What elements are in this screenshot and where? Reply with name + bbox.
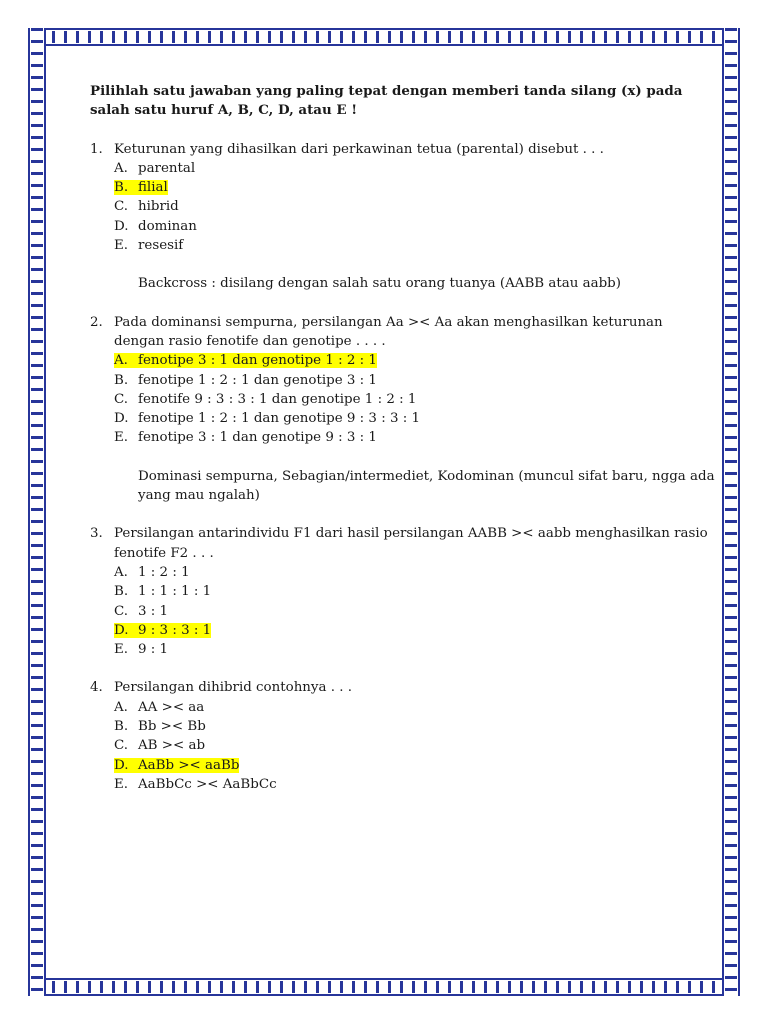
option-text: resesif xyxy=(138,238,184,254)
option-content xyxy=(114,642,169,658)
option-d xyxy=(114,756,716,775)
option-letter: C. xyxy=(114,603,129,619)
instruction-text: Pilihlah satu jawaban yang paling tepat dengan memberi tanda silang (x) pada salah satu huruf A, B, C, D, atau E ! xyxy=(90,83,683,119)
question-3 xyxy=(90,524,716,659)
option-b xyxy=(114,178,716,197)
option-letter: E. xyxy=(114,238,129,254)
option-text: 3 : 1 xyxy=(138,603,169,619)
option-content xyxy=(114,372,377,388)
option-letter: E. xyxy=(114,642,129,658)
option-d xyxy=(114,621,716,640)
option-letter: D. xyxy=(114,622,129,638)
answer-highlight xyxy=(114,353,377,368)
option-text: 1 : 2 : 1 xyxy=(138,564,190,580)
option-c xyxy=(114,197,716,216)
option-content xyxy=(114,391,417,407)
option-content xyxy=(114,430,377,446)
option-list xyxy=(90,351,716,447)
question-4 xyxy=(90,678,716,794)
option-letter: B. xyxy=(114,372,129,388)
option-text: AB >< ab xyxy=(138,738,206,754)
option-letter: A. xyxy=(114,160,128,176)
option-b xyxy=(114,582,716,601)
page-border-top xyxy=(28,28,740,46)
option-letter: C. xyxy=(114,391,129,407)
option-e xyxy=(114,236,716,255)
option-letter: B. xyxy=(114,180,129,196)
option-content xyxy=(114,738,206,754)
option-a xyxy=(114,563,716,582)
option-letter: B. xyxy=(114,584,129,600)
page-border-left xyxy=(28,28,46,996)
option-text: AA >< aa xyxy=(138,699,205,715)
question-stem xyxy=(90,678,716,697)
answer-highlight xyxy=(114,623,211,638)
option-content xyxy=(114,199,179,215)
option-list xyxy=(90,563,716,659)
worksheet-content xyxy=(90,82,716,813)
option-letter: E. xyxy=(114,776,129,792)
question-text: Keturunan yang dihasilkan dari perkawinan tetua (parental) disebut . . . xyxy=(114,141,604,157)
option-content xyxy=(114,584,212,600)
option-letter: D. xyxy=(114,757,129,773)
question-text: Persilangan dihibrid contohnya . . . xyxy=(114,680,353,696)
option-d xyxy=(114,409,716,428)
option-text: AaBbCc >< AaBbCc xyxy=(138,776,277,792)
option-letter: A. xyxy=(114,699,128,715)
option-letter: D. xyxy=(114,411,129,427)
option-content xyxy=(114,411,421,427)
option-letter: B. xyxy=(114,719,129,735)
question-number: 3. xyxy=(90,526,103,542)
option-letter: D. xyxy=(114,218,129,234)
option-text: fenotipe 1 : 2 : 1 dan genotipe 9 : 3 : 3 : 1 xyxy=(138,411,421,427)
option-content xyxy=(114,218,197,234)
option-text: fenotife 9 : 3 : 3 : 1 dan genotipe 1 : 2 : 1 xyxy=(138,391,417,407)
answer-highlight xyxy=(114,758,239,773)
option-c xyxy=(114,390,716,409)
question-1 xyxy=(90,140,716,294)
option-text: dominan xyxy=(138,218,197,234)
option-letter: C. xyxy=(114,199,129,215)
option-text: fenotipe 1 : 2 : 1 dan genotipe 3 : 1 xyxy=(138,372,377,388)
question-number: 4. xyxy=(90,680,103,696)
option-content xyxy=(114,776,277,792)
option-e xyxy=(114,775,716,794)
option-list xyxy=(90,159,716,255)
option-text: Bb >< Bb xyxy=(138,719,206,735)
option-content xyxy=(114,564,190,580)
option-text: 1 : 1 : 1 : 1 xyxy=(138,584,212,600)
option-content xyxy=(114,699,205,715)
option-b xyxy=(114,717,716,736)
option-letter: E. xyxy=(114,430,129,446)
question-number: 1. xyxy=(90,141,103,157)
question-text: Pada dominansi sempurna, persilangan Aa >< Aa akan menghasilkan keturunan dengan rasio fenotife dan genotipe . . . . xyxy=(114,314,663,349)
option-text: AaBb >< aaBb xyxy=(138,757,240,773)
page-border-right xyxy=(722,28,740,996)
option-text: fenotipe 3 : 1 dan genotipe 1 : 2 : 1 xyxy=(138,353,377,369)
option-text: hibrid xyxy=(138,199,179,215)
question-stem xyxy=(90,313,716,352)
answer-highlight xyxy=(114,180,168,195)
option-content xyxy=(114,160,196,176)
option-c xyxy=(114,602,716,621)
page-border-bottom xyxy=(28,978,740,996)
option-text: filial xyxy=(138,180,168,196)
option-text: 9 : 3 : 3 : 1 xyxy=(138,622,212,638)
option-a xyxy=(114,159,716,178)
option-b xyxy=(114,371,716,390)
option-letter: A. xyxy=(114,353,128,369)
explanation-note: Backcross : disilang dengan salah satu orang tuanya (AABB atau aabb) xyxy=(138,276,621,292)
option-a xyxy=(114,698,716,717)
option-d xyxy=(114,217,716,236)
option-letter: C. xyxy=(114,738,129,754)
option-c xyxy=(114,736,716,755)
option-e xyxy=(114,640,716,659)
question-stem xyxy=(90,524,716,563)
option-text: fenotipe 3 : 1 dan genotipe 9 : 3 : 1 xyxy=(138,430,377,446)
option-content xyxy=(114,719,206,735)
option-a xyxy=(114,351,716,370)
question-stem xyxy=(90,140,716,159)
option-text: 9 : 1 xyxy=(138,642,169,658)
option-content xyxy=(114,603,169,619)
option-letter: A. xyxy=(114,564,128,580)
question-2 xyxy=(90,313,716,506)
option-content xyxy=(114,238,184,254)
option-text: parental xyxy=(138,160,196,176)
option-e xyxy=(114,428,716,447)
explanation-note: Dominasi sempurna, Sebagian/intermediet, Kodominan (muncul sifat baru, ngga ada yang mau ngalah) xyxy=(138,468,715,504)
question-list xyxy=(90,140,716,795)
option-list xyxy=(90,698,716,794)
question-number: 2. xyxy=(90,314,103,330)
question-text: Persilangan antarindividu F1 dari hasil persilangan AABB >< aabb menghasilkan rasio fenotife F2 . . . xyxy=(114,526,708,561)
